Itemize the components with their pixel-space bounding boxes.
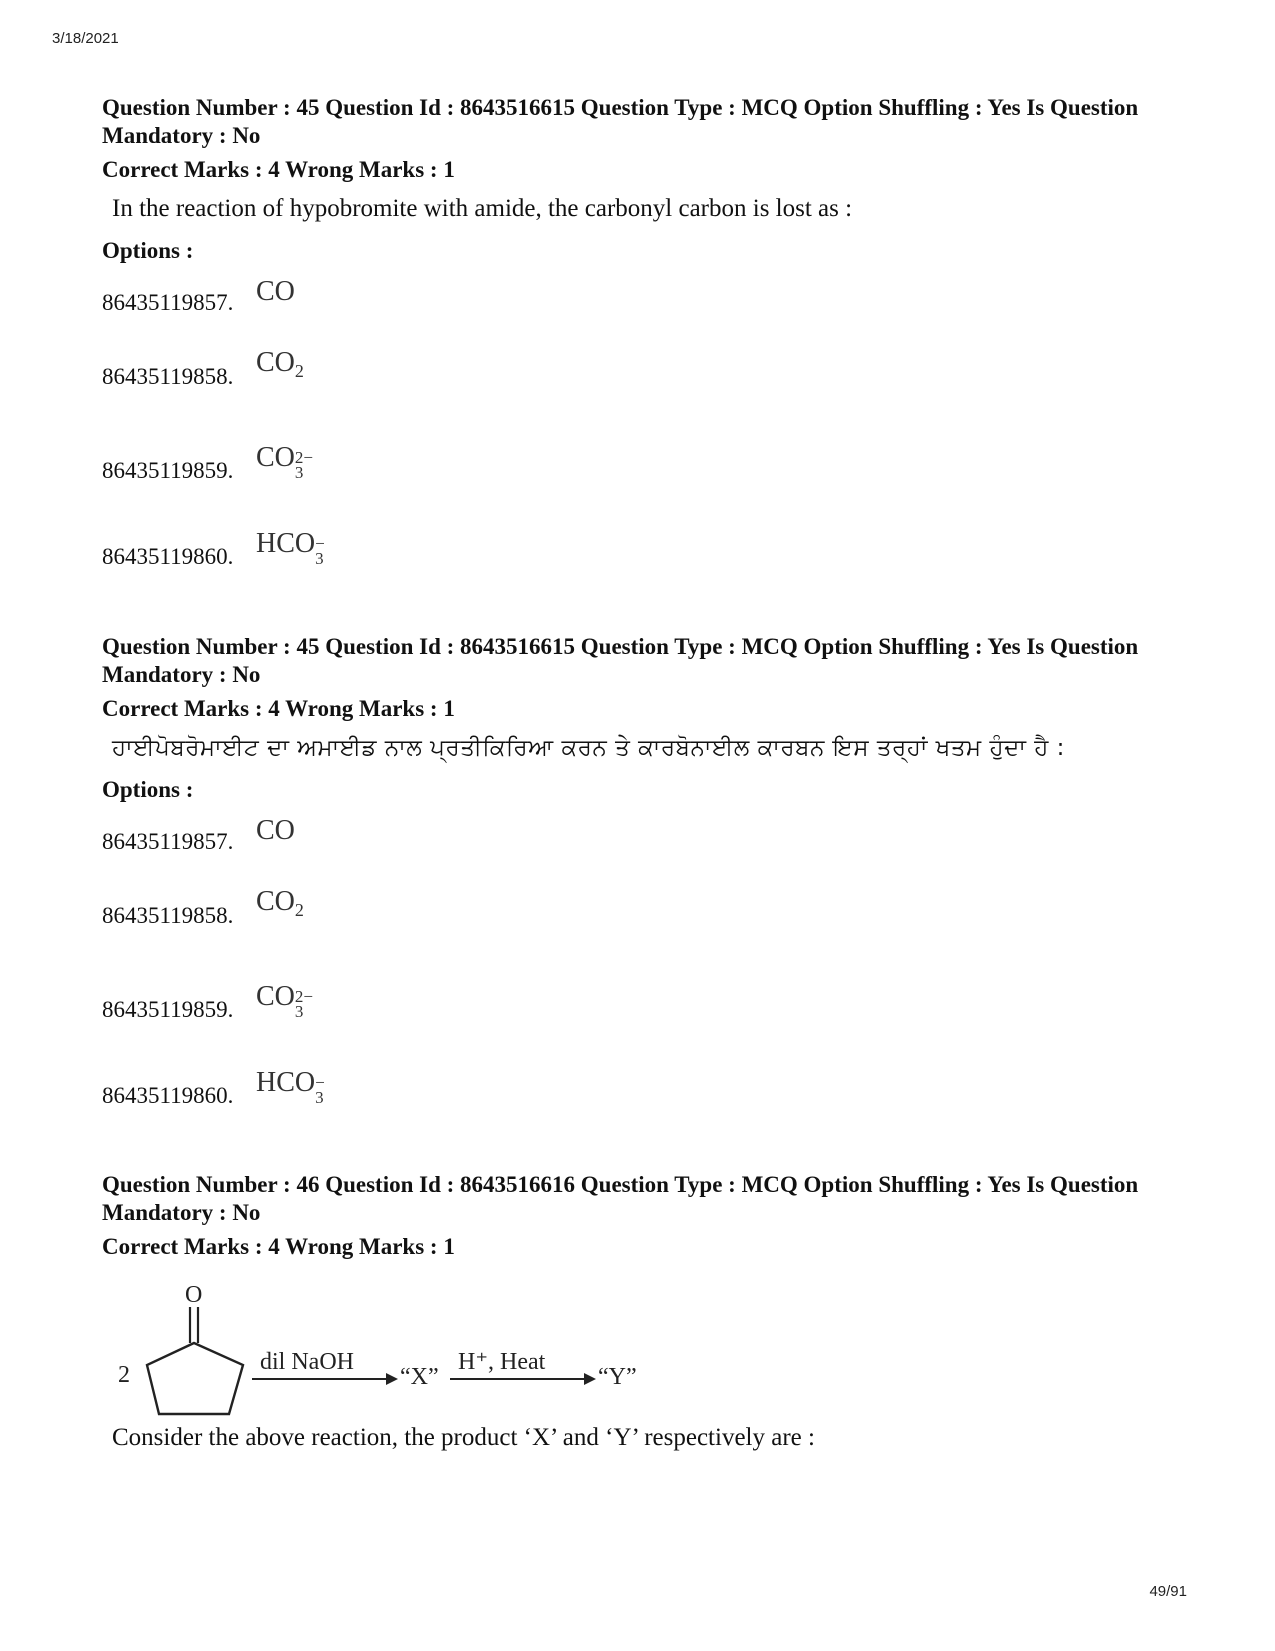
question-block-45-english <box>102 94 1192 570</box>
question-block-46 <box>102 1171 1192 1453</box>
option-formula: $CO_2$ <box>256 347 304 381</box>
option-1 <box>102 276 1192 316</box>
option-2 <box>102 347 1192 390</box>
reagent-1: dil NaOH <box>260 1349 354 1375</box>
arrow-head-2 <box>584 1373 596 1385</box>
option-id: 86435119858. <box>102 903 234 928</box>
question-meta: Question Number : 45 Question Id : 8643516615 Question Type : MCQ Option Shuffling : Yes Is Question Mandatory : No <box>102 95 1139 148</box>
option-formula: CO <box>256 815 295 846</box>
reagent-2: H⁺, Heat <box>458 1349 546 1375</box>
option-4 <box>102 1067 1192 1109</box>
reaction-coefficient: 2 <box>118 1362 130 1388</box>
question-meta: Question Number : 46 Question Id : 8643516616 Question Type : MCQ Option Shuffling : Yes Is Question Mandatory : No <box>102 1172 1139 1225</box>
option-id: 86435119859. <box>102 997 234 1022</box>
arrow-head-1 <box>386 1373 398 1385</box>
option-formula: HCO − 3 <box>256 1067 325 1107</box>
question-text: ਹਾਈਪੋਬਰੋਮਾਈਟ ਦਾ ਅਮਾਈਡ ਨਾਲ ਪ੍ਰਤੀਕਿਰਿਆ ਕਰਨ ਤੇ ਕਾਰਬੋਨਾਈਲ ਕਾਰਬਨ ਇਸ ਤਰ੍ਹਾਂ ਖਤਮ ਹੁੰਦਾ ਹੈ : <box>112 735 1065 761</box>
option-id: 86435119860. <box>102 544 234 569</box>
question-marks: Correct Marks : 4 Wrong Marks : 1 <box>102 696 455 721</box>
option-4 <box>102 528 1192 570</box>
question-block-45-punjabi <box>102 633 1192 1109</box>
options-label: Options : <box>102 777 194 802</box>
product-y: “Y” <box>598 1364 637 1390</box>
option-id: 86435119859. <box>102 458 234 483</box>
print-date: 3/18/2021 <box>52 30 119 47</box>
cyclopentanone-ring <box>147 1343 243 1414</box>
option-formula: CO <box>256 276 295 307</box>
option-id: 86435119857. <box>102 829 234 854</box>
question-marks: Correct Marks : 4 Wrong Marks : 1 <box>102 157 455 182</box>
option-2 <box>102 886 1192 929</box>
question-text: In the reaction of hypobromite with amide, the carbonyl carbon is lost as : <box>112 195 853 222</box>
reaction-scheme <box>102 1269 1192 1419</box>
carbonyl-oxygen: O <box>185 1282 203 1308</box>
question-text: Consider the above reaction, the product ‘X’ and ‘Y’ respectively are : <box>112 1424 815 1451</box>
option-3 <box>102 442 1192 484</box>
question-marks: Correct Marks : 4 Wrong Marks : 1 <box>102 1234 455 1259</box>
option-formula: HCO − 3 <box>256 528 325 568</box>
option-formula: CO 2− 3 <box>256 981 313 1021</box>
option-formula: $CO_2$ <box>256 886 304 920</box>
option-id: 86435119860. <box>102 1083 234 1108</box>
option-formula: CO 2− 3 <box>256 442 313 482</box>
question-meta: Question Number : 45 Question Id : 8643516615 Question Type : MCQ Option Shuffling : Yes Is Question Mandatory : No <box>102 634 1139 687</box>
options-label: Options : <box>102 238 194 263</box>
option-id: 86435119857. <box>102 290 234 315</box>
options-list <box>102 815 1192 1109</box>
product-x: “X” <box>400 1364 439 1390</box>
page-number: 49/91 <box>1149 1583 1187 1600</box>
option-1 <box>102 815 1192 855</box>
options-list <box>102 276 1192 570</box>
reaction-diagram <box>102 1269 722 1419</box>
option-id: 86435119858. <box>102 364 234 389</box>
option-3 <box>102 981 1192 1023</box>
